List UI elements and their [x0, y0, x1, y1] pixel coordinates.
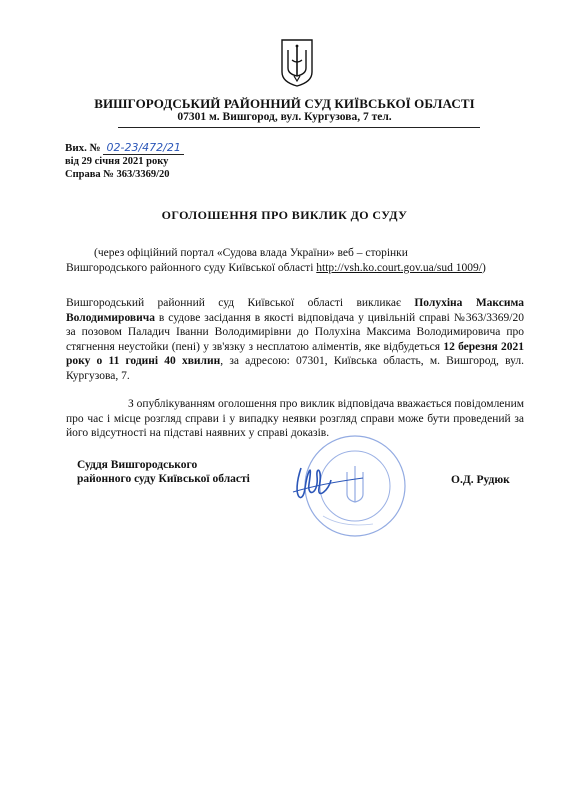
coat-of-arms-icon	[278, 38, 316, 88]
portal-line-2-text: Вишгородського районного суду Київської області	[66, 262, 317, 274]
court-address: 07301 м. Вишгород, вул. Кургузова, 7 тел.	[177, 111, 392, 123]
judge-title-line-1: Суддя Вишгородського	[77, 459, 198, 471]
hearing-datetime: 12 березня 2021 року о 11 годині 40 хвилин	[66, 340, 525, 368]
defendant-name: Полухіна Максима Володимировича	[66, 297, 524, 324]
body-p1-start: Вишгородський районний суд Київської області викликає	[66, 297, 415, 309]
court-website-link[interactable]: http://vsh.ko.court.gov.ua/sud 1009/	[316, 262, 482, 274]
outgoing-label: Вих. №	[65, 142, 101, 154]
judge-name: О.Д. Рудюк	[451, 474, 510, 486]
case-number: Справа № 363/3369/20	[65, 169, 170, 180]
body-p2: З опублікуванням оголошення про виклик відповідача вважається повідомленим про час і місце розгляд справи і у випадку неявки розгляд справи може бути проведений за його відсутності на підставі наявних у справі доказів.	[66, 398, 524, 440]
outgoing-number-handwritten: 02-23/472/21	[103, 141, 183, 155]
court-stamp-with-signature	[283, 428, 413, 558]
outgoing-number-line	[65, 141, 184, 155]
portal-line-2	[66, 261, 524, 276]
portal-line-2-end: )	[481, 262, 486, 274]
judge-title-line-2: районного суду Київської області	[77, 473, 250, 485]
portal-line-1: (через офіційний портал «Судова влада України» веб – сторінки	[94, 247, 408, 259]
body-p1-mid: в судове засідання в якості відповідача у цивільній справі №363/3369/20 за позовом Паладич Іванни Володимирівни до Полухіна Максима Володимировича про стягнення неустойки (пені) у зв'язку з несплатою аліментів, яке відбудеться	[66, 311, 524, 353]
announcement-title: ОГОЛОШЕННЯ ПРО ВИКЛИК ДО СУДУ	[161, 208, 408, 222]
portal-note	[66, 246, 524, 276]
summons-paragraph	[66, 296, 524, 384]
body-p1-end: , за адресою: 07301, Київська область, м. Вишгород, вул. Кургузова, 7.	[66, 355, 525, 382]
document-date: від 29 січня 2021 року	[65, 156, 169, 167]
header-divider	[118, 127, 480, 128]
reference-block	[65, 141, 184, 181]
court-name-heading: ВИШГОРОДСЬКИЙ РАЙОННИЙ СУД КИЇВСЬКОЇ ОБЛАСТІ	[94, 96, 475, 111]
judge-title	[77, 458, 250, 486]
